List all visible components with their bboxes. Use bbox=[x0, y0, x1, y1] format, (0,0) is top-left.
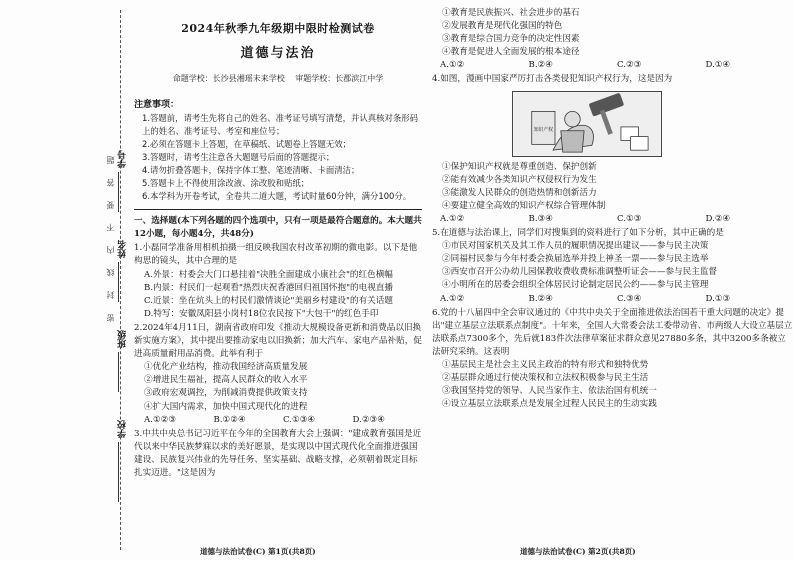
choice-d: D.②④ bbox=[705, 213, 731, 224]
question-4 bbox=[432, 73, 794, 226]
choice-b: B.①②④ bbox=[213, 414, 246, 425]
choice-d: D.①④ bbox=[705, 60, 731, 71]
answer-choices bbox=[432, 293, 794, 306]
binding-dashed-line bbox=[120, 10, 121, 550]
question-option: ①市民对国家机关及其工作人员的履职情况提出建议——参与民主决策 bbox=[442, 241, 709, 252]
notice-title: 注意事项： bbox=[134, 100, 180, 111]
question-option: D.特写：安徽凤阳县小岗村18位农民按下"大包干"的红色手印 bbox=[144, 308, 379, 319]
binding-field-student-id: 学号 bbox=[118, 150, 128, 168]
section-title: 一、选择题(本下列各题的四个选项中，只有一项是最符合题意的。本大题共12小题，每小题4分，共48分) bbox=[134, 216, 422, 240]
question-option: ③我国坚持党的领导、人民当家作主、依法治国有机统一 bbox=[442, 386, 657, 397]
question-option: ③能激发人民群众的创造热情和创新活力 bbox=[442, 187, 597, 198]
choice-b: B.②④ bbox=[528, 293, 553, 304]
notice-item: 2.必须在答题卡上答题，在草稿纸、试题卷上答题无效； bbox=[142, 139, 351, 150]
choice-a: A.①② bbox=[440, 213, 465, 224]
question-option: ④要建立健全高效的知识产权综合管理体制 bbox=[442, 200, 606, 211]
binding-field-line bbox=[118, 442, 119, 502]
question-3 bbox=[134, 428, 422, 480]
question-option: ④小明所在的居委会组织全体居民讨论制定居民公约——参与民主管理 bbox=[442, 280, 709, 291]
question-stem: 1.小磊同学准备用相机拍摄一组反映我国农村改革初期的微电影。以下是他构思的镜头，其中合理的是 bbox=[134, 243, 418, 267]
question-option: ④教育是促进人全面发展的根本途径 bbox=[442, 47, 580, 58]
notice-item: 1.答题前，请考生先将自己的姓名、准考证号填写清楚，并认真核对条形码 bbox=[142, 113, 418, 124]
choice-c: C.③④ bbox=[617, 293, 642, 304]
exam-title: 2024年秋季九年级期中限时检测试卷 bbox=[181, 22, 375, 35]
right-column bbox=[432, 6, 794, 411]
question-5 bbox=[432, 227, 794, 306]
question-option: ②能有效减少各类知识产权侵权行为发生 bbox=[442, 174, 597, 185]
setter-school: 命题学校：长沙县湘瑶未来学校 bbox=[172, 74, 285, 84]
choice-a: A.①②③ bbox=[144, 414, 177, 425]
exam-subject: 道德与法治 bbox=[240, 46, 316, 62]
choice-b: B.③④ bbox=[528, 213, 553, 224]
question-option: A.外景：村委会大门口悬挂着"决胜全面建成小康社会"的红色横幅 bbox=[144, 269, 393, 280]
question-option: ③政府宏观调控，为削减消费提供政策支持 bbox=[144, 388, 308, 399]
question-option: ③教育是综合国力竞争的决定性因素 bbox=[442, 34, 580, 45]
question-option: C.近景：坐在炕头上的村民们激情谈论"美丽乡村建设"的有关话题 bbox=[144, 295, 393, 306]
question-stem: 3.中共中央总书记习近平在今年的全国教育大会上强调："建成教育强国是近代以来中华民族梦寐以求的美好愿景，是实现以中国式现代化全面推进强国建设、民族复兴伟业的先导任务、坚实基础、战略支撑，必须朝着既定目标扎实迈进。"这是因为 bbox=[134, 428, 422, 478]
section-divider bbox=[134, 209, 422, 210]
cartoon-image bbox=[513, 92, 661, 156]
question-stem: 5.在道德与法治课上，同学们对搜集到的资料进行了如下分析，其中正确的是 bbox=[432, 228, 724, 239]
choice-a: A.①② bbox=[440, 293, 465, 304]
left-column bbox=[134, 6, 422, 480]
notice-item: 3.答题时，请考生注意各大题题号后面的答题提示； bbox=[142, 152, 335, 163]
question-option: B.内景：村民们一起观看"热烈庆祝香港回归祖国怀抱"的电视直播 bbox=[144, 282, 393, 293]
answer-choices bbox=[134, 414, 422, 427]
binding-field-line bbox=[118, 352, 119, 392]
answer-choices bbox=[432, 59, 794, 72]
question-stem: 2.2024年4月11日，湖南省政府印发《推动大规模设备更新和消费品以旧换新实施方案》，其中提出要推动家电以旧换新；加大汽车、家电产品补贴，促进高质量耐用品消费。此举有利于 bbox=[134, 322, 422, 360]
question-3-continued bbox=[432, 7, 794, 72]
question-option: ①基层民主是社会主义民主政治的特有形式和独特优势 bbox=[442, 359, 649, 370]
question-option: ②基层群众通过行使决策权和立法权积极参与民主生活 bbox=[442, 373, 649, 384]
question-option: ②增进民生福祉，提高人民群众的收入水平 bbox=[144, 375, 308, 386]
binding-field-name: 姓名 bbox=[118, 240, 128, 258]
answer-choices bbox=[432, 213, 794, 226]
binding-field-line bbox=[118, 172, 119, 212]
notice-item: 6.本学科为开卷考试，全卷共二道大题，考试时量60分钟，满分100分。 bbox=[142, 191, 412, 202]
exam-schools bbox=[134, 72, 422, 85]
reviewer-school: 审题学校：长郡滨江中学 bbox=[295, 74, 384, 84]
choice-c: C.②③ bbox=[617, 60, 642, 71]
choice-d: D.②③④ bbox=[352, 414, 385, 425]
question-stem: 4.如图，漫画中国家严厉打击各类侵犯知识产权行为，这是因为 bbox=[432, 74, 673, 85]
question-option: ②发展教育是现代化强国的特色 bbox=[442, 21, 563, 32]
question-2 bbox=[134, 322, 422, 427]
question-6 bbox=[432, 307, 794, 412]
question-option: ④设立基层立法联系点是发展全过程人民民主的生动实践 bbox=[442, 399, 657, 410]
question-stem: 6.党的十八届四中全会审议通过的《中共中央关于全面推进依法治国若干重大问题的决定》提出"建立基层立法联系点制度"。十年来，全国人大常委会法工委带动省、市两级人大设立基层立法联系点7300多个，先后就183件次法律草案征求群众意见27880多条，其中3200多条被立法研究采纳。这表明 bbox=[432, 307, 793, 357]
question-1 bbox=[134, 242, 422, 321]
choice-c: C.①③④ bbox=[283, 414, 316, 425]
page-footer-left: 道德与法治试卷(C) 第1页(共8页) bbox=[200, 547, 316, 556]
binding-field-school: 学校 bbox=[118, 420, 128, 438]
page-footer-right: 道德与法治试卷(C) 第2页(共8页) bbox=[520, 547, 636, 556]
choice-c: C.①③ bbox=[617, 213, 642, 224]
binding-margin bbox=[0, 0, 128, 561]
question-option: ①教育是民族振兴、社会进步的基石 bbox=[442, 8, 580, 18]
choice-d: D.①③ bbox=[705, 293, 731, 304]
notice-item: 上的姓名、准考证号、考室和座位号； bbox=[142, 126, 285, 137]
cartoon-label: 知识产权 bbox=[533, 127, 554, 133]
choice-a: A.①② bbox=[440, 60, 465, 71]
question-option: ③西安市召开公办幼儿园保教收费收费标准调整听证会——参与民主监督 bbox=[442, 267, 718, 278]
notice-item: 5.答题卡上不得使用涂改液、涂改胶和贴纸； bbox=[142, 178, 310, 189]
cartoon-illustration bbox=[512, 91, 662, 157]
binding-seal-marks: 密 封 线 内 不 要 答 题 bbox=[106, 150, 115, 322]
notice-list bbox=[134, 112, 422, 203]
question-option: ②同福村民参与今年村委会换届选举并投上神圣一票——参与民主选举 bbox=[442, 254, 709, 265]
question-option: ④扩大国内需求，加快中国式现代化的进程 bbox=[144, 401, 308, 412]
notice-item: 4.请勿折叠答题卡，保持字体工整、笔迹清晰、卡面清洁； bbox=[142, 165, 360, 176]
binding-field-class: 班级 bbox=[118, 330, 128, 348]
question-option: ①优化产业结构，推动我国经济高质量发展 bbox=[144, 362, 308, 373]
question-option: ①保护知识产权就是尊重创造、保护创新 bbox=[442, 161, 597, 172]
binding-field-line bbox=[118, 262, 119, 302]
choice-b: B.②④ bbox=[528, 60, 553, 71]
